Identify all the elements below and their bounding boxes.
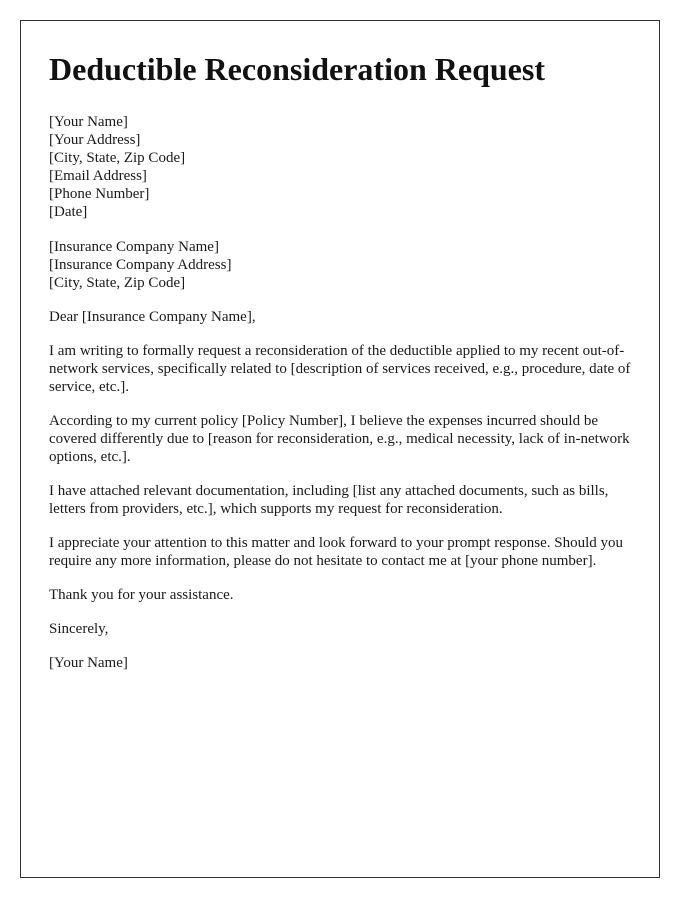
sender-phone: [Phone Number] — [49, 186, 150, 202]
sender-block — [49, 113, 631, 221]
sender-address: [Your Address] — [49, 132, 141, 148]
sender-name: [Your Name] — [49, 114, 128, 130]
letter-date: [Date] — [49, 204, 88, 220]
recipient-city-state-zip: [City, State, Zip Code] — [49, 275, 186, 291]
recipient-company-address: [Insurance Company Address] — [49, 257, 232, 273]
body-paragraph-contact: I appreciate your attention to this matter and look forward to your prompt response. Should you require any more information, please do not hesitate to contact me at [your phone number]. — [49, 535, 624, 569]
recipient-block — [49, 238, 631, 292]
closing: Sincerely, — [49, 621, 109, 637]
body-paragraph-request: I am writing to formally request a reconsideration of the deductible applied to my recent out-of-network services, specifically related to [description of services received, e.g., procedure, date of service, etc.]. — [49, 343, 631, 395]
body-paragraph-policy: According to my current policy [Policy Number], I believe the expenses incurred should be covered differently due to [reason for reconsideration, e.g., medical necessity, lack of in-network options, etc.]. — [49, 413, 630, 465]
sender-city-state-zip: [City, State, Zip Code] — [49, 150, 186, 166]
letter-title: Deductible Reconsideration Request — [49, 51, 545, 87]
sender-email: [Email Address] — [49, 168, 147, 184]
recipient-company-name: [Insurance Company Name] — [49, 239, 219, 255]
salutation: Dear [Insurance Company Name], — [49, 309, 256, 325]
letter-page — [20, 20, 660, 878]
signature-name: [Your Name] — [49, 655, 128, 671]
body-paragraph-documentation: I have attached relevant documentation, including [list any attached documents, such as bills, letters from providers, etc.], which supports my request for reconsideration. — [49, 483, 609, 517]
body-paragraph-thanks: Thank you for your assistance. — [49, 587, 234, 603]
